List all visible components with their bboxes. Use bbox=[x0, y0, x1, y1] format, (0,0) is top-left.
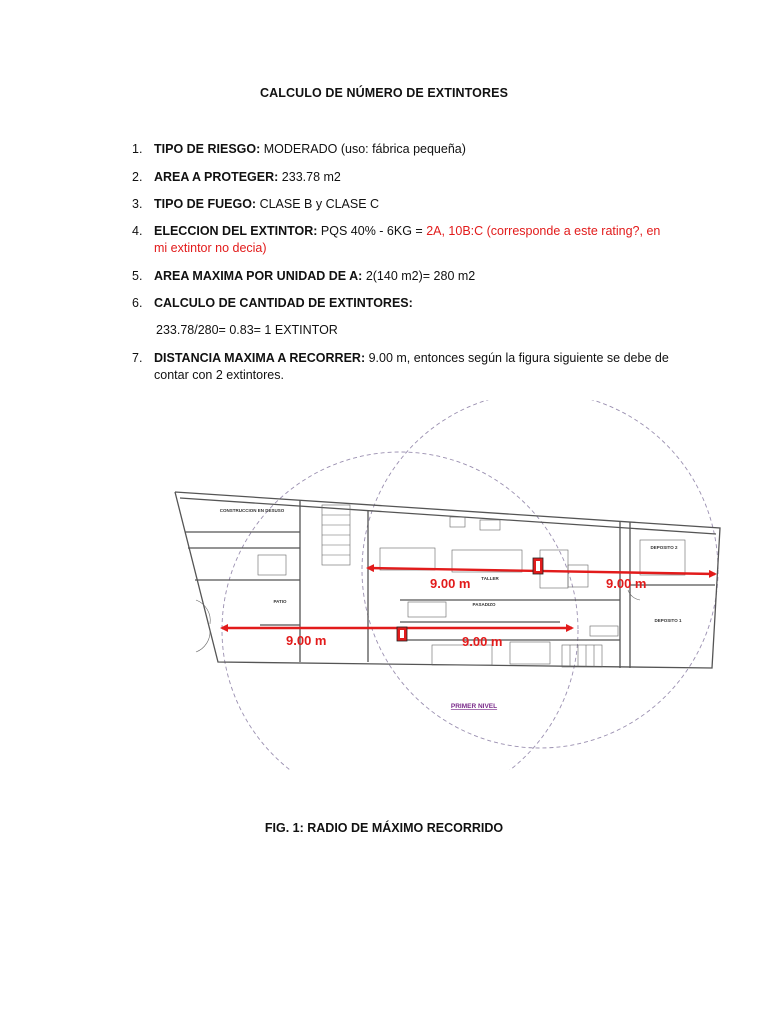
distance-label: 9.00 m bbox=[286, 633, 327, 648]
room-label-construccion: CONSTRUCCION EN DESUSO bbox=[219, 508, 285, 513]
item-label: TIPO DE FUEGO: bbox=[154, 197, 257, 211]
rating-note: 2A, 10B:C (corresponde a este rating?, en mi extintor no decia) bbox=[154, 224, 661, 255]
floor-label: PRIMER NIVEL bbox=[450, 703, 498, 710]
figure-caption: FIG. 1: RADIO DE MÁXIMO RECORRIDO bbox=[264, 821, 504, 835]
distance-label: 9.00 m bbox=[430, 576, 471, 591]
room-label-deposito1: DEPOSITO 1 bbox=[654, 618, 682, 623]
floor-plan-furniture bbox=[196, 517, 685, 665]
fire-extinguisher-icon bbox=[397, 627, 407, 641]
page-title: CALCULO DE NÚMERO DE EXTINTORES bbox=[259, 86, 509, 100]
distance-label: 9.00 m bbox=[462, 634, 503, 649]
item-value: 233.78 m2 bbox=[278, 170, 341, 184]
item-value: PQS 40% - 6KG = bbox=[317, 224, 427, 238]
item-value: CLASE B y CLASE C bbox=[256, 197, 380, 211]
fire-extinguisher-icon bbox=[533, 558, 543, 574]
room-label-deposito2: DEPOSITO 2 bbox=[650, 545, 678, 550]
item-value: 2(140 m2)= 280 m2 bbox=[362, 269, 476, 283]
item-number: 3. bbox=[132, 197, 143, 211]
item-label: CALCULO DE CANTIDAD DE EXTINTORES: bbox=[154, 296, 413, 310]
item-label: AREA MAXIMA POR UNIDAD DE A: bbox=[154, 269, 363, 283]
item-number: 4. bbox=[132, 224, 143, 238]
distance-label: 9.00 m bbox=[606, 576, 647, 591]
item-label: ELECCION DEL EXTINTOR: bbox=[154, 224, 318, 238]
item-label: TIPO DE RIESGO: bbox=[154, 142, 261, 156]
item-number: 6. bbox=[132, 296, 143, 310]
item-number: 1. bbox=[132, 142, 143, 156]
room-label-taller: TALLER bbox=[481, 576, 499, 581]
item-number: 5. bbox=[132, 269, 143, 283]
room-label-pasadizo: PASADIZO bbox=[472, 602, 496, 607]
radius-circle-left bbox=[219, 452, 578, 770]
floor-plan-figure bbox=[150, 400, 730, 770]
item-number: 7. bbox=[132, 351, 143, 365]
item-label: DISTANCIA MAXIMA A RECORRER: bbox=[154, 351, 366, 365]
calculation-result: 233.78/280= 0.83= 1 EXTINTOR bbox=[156, 323, 338, 337]
item-label: AREA A PROTEGER: bbox=[154, 170, 279, 184]
item-value: 9.00 m, entonces según la figura siguiente se debe de contar con 2 extintores. bbox=[154, 351, 669, 382]
item-value: MODERADO (uso: fábrica pequeña) bbox=[260, 142, 466, 156]
item-number: 2. bbox=[132, 170, 143, 184]
room-label-patio: PATIO bbox=[273, 599, 287, 604]
